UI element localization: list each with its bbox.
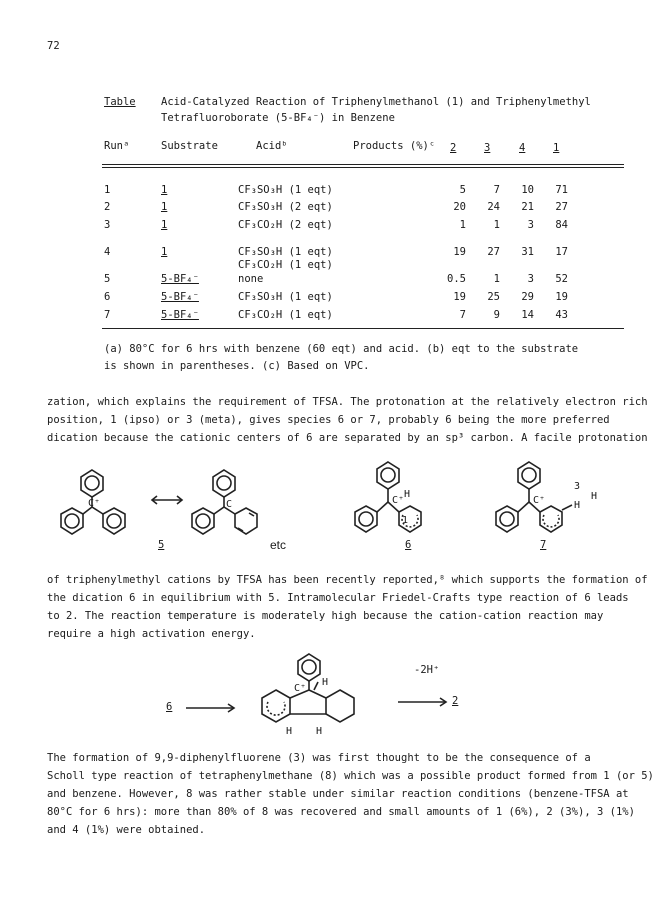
table-cell-acid: CF₃SO₃H (1 eqt) [238, 246, 333, 258]
table-cell-run: 5 [104, 273, 111, 285]
scheme2-h-top: H [322, 677, 329, 688]
header-acid: Acidᵇ [256, 140, 288, 152]
scheme1-h-6: H [404, 489, 411, 500]
table-cell-substrate: 1 [161, 219, 168, 231]
table-cell-p3: 24 [487, 201, 500, 213]
para2-line2: the dication 6 in equilibrium with 5. Intramolecular Friedel-Crafts type reaction of 6 leads [47, 592, 629, 604]
table-cell-acid2: CF₃CO₂H (1 eqt) [238, 259, 333, 271]
table-cell-p4: 3 [527, 273, 534, 285]
scheme1-c-plus-5: C⁺ [88, 498, 101, 509]
para1-line2: position, 1 (ipso) or 3 (meta), gives species 6 or 7, probably 6 being the more preferred [47, 414, 610, 426]
para2-line1: of triphenylmethyl cations by TFSA has been recently reported,⁸ which supports the formation of [47, 574, 648, 586]
header-product-4: 4 [519, 142, 526, 154]
table-cell-p4: 21 [521, 201, 534, 213]
table-cell-p2: 0.5 [447, 273, 466, 285]
scheme1-label-6: 6 [405, 539, 412, 551]
table-cell-p3: 7 [493, 184, 500, 196]
table-cell-p1: 43 [555, 309, 568, 321]
scheme1-c-resonance: C [226, 499, 233, 510]
scheme2-end: 2 [452, 695, 459, 707]
page-number: 72 [47, 40, 60, 52]
table-cell-p2: 1 [459, 219, 466, 231]
para3-line3: and benzene. However, 8 was rather stable under similar reaction conditions (benzene-TFSA at [47, 788, 629, 800]
table-cell-acid: none [238, 273, 264, 285]
dication-6 [355, 462, 421, 532]
para3-line4: 80°C for 6 hrs): more than 80% of 8 was recovered and small amounts of 1 (6%), 2 (3%), 3 (1%) [47, 806, 635, 818]
table-cell-p1: 27 [555, 201, 568, 213]
table-cell-substrate: 5-BF₄⁻ [161, 309, 199, 321]
para1-line1: zation, which explains the requirement of TFSA. The protonation at the relatively electron rich [47, 396, 648, 408]
table-cell-p4: 31 [521, 246, 534, 258]
table-cell-p1: 84 [555, 219, 568, 231]
table-cell-acid: CF₃CO₂H (2 eqt) [238, 219, 333, 231]
fluorenyl-intermediate [262, 654, 354, 722]
scheme1-h2-7: H [574, 500, 581, 511]
table-footnote-line1: (a) 80°C for 6 hrs with benzene (60 eqt) and acid. (b) eqt to the substrate [104, 343, 579, 355]
table-cell-p1: 71 [555, 184, 568, 196]
table-cell-run: 6 [104, 291, 111, 303]
table-cell-p2: 5 [459, 184, 466, 196]
table-cell-p2: 19 [453, 291, 466, 303]
table-cell-p4: 29 [521, 291, 534, 303]
scheme1-three-7: 3 [574, 481, 581, 492]
table-cell-p3: 9 [493, 309, 500, 321]
table-cell-p2: 20 [453, 201, 466, 213]
table-cell-p3: 1 [493, 219, 500, 231]
resonance-structure [192, 470, 257, 534]
header-products: Products (%)ᶜ [353, 140, 436, 152]
table-cell-substrate: 1 [161, 184, 168, 196]
scheme2-start: 6 [166, 701, 173, 713]
para2-line3: to 2. The reaction temperature is moderately high because the cation-cation reaction may [47, 610, 604, 622]
scheme1-one-6: 1 [402, 515, 409, 526]
table-cell-p3: 1 [493, 273, 500, 285]
scheme2-c-plus: C⁺ [294, 683, 307, 694]
table-cell-p3: 27 [487, 246, 500, 258]
header-run: Runᵃ [104, 140, 130, 152]
scheme1-c-6: C⁺ [392, 495, 405, 506]
table-cell-run: 7 [104, 309, 111, 321]
table-cell-p4: 3 [527, 219, 534, 231]
table-cell-acid: CF₃SO₃H (1 eqt) [238, 291, 333, 303]
table-cell-p4: 14 [521, 309, 534, 321]
header-product-1: 1 [553, 142, 560, 154]
table-cell-run: 4 [104, 246, 111, 258]
table-cell-acid: CF₃SO₃H (2 eqt) [238, 201, 333, 213]
scheme1-h-7: H [591, 491, 598, 502]
table-cell-p2: 19 [453, 246, 466, 258]
table-cell-p1: 17 [555, 246, 568, 258]
header-product-2: 2 [450, 142, 457, 154]
table-cell-run: 1 [104, 184, 111, 196]
table-cell-run: 3 [104, 219, 111, 231]
table-cell-acid: CF₃CO₂H (1 eqt) [238, 309, 333, 321]
para3-line5: and 4 (1%) were obtained. [47, 824, 206, 836]
table-footnote-line2: is shown in parentheses. (c) Based on VPC. [104, 360, 370, 372]
scheme1-label-7: 7 [540, 539, 547, 551]
table-cell-acid: CF₃SO₃H (1 eqt) [238, 184, 333, 196]
scheme1-etc: etc [270, 538, 287, 552]
scheme1-c-7: C⁺ [533, 495, 546, 506]
table-cell-p4: 10 [521, 184, 534, 196]
para2-line4: require a high activation energy. [47, 628, 256, 640]
table-cell-substrate: 5-BF₄⁻ [161, 273, 199, 285]
table-cell-substrate: 5-BF₄⁻ [161, 291, 199, 303]
table-cell-p2: 7 [459, 309, 466, 321]
table-cell-p3: 25 [487, 291, 500, 303]
table-cell-p1: 52 [555, 273, 568, 285]
scheme2-h-right: H [316, 726, 323, 737]
table-cell-run: 2 [104, 201, 111, 213]
header-substrate: Substrate [161, 140, 218, 152]
scheme2-minus-2h: -2H⁺ [414, 664, 440, 676]
table-cell-substrate: 1 [161, 246, 168, 258]
header-product-3: 3 [484, 142, 491, 154]
table-cell-substrate: 1 [161, 201, 168, 213]
scheme2-h-left: H [286, 726, 293, 737]
table-cell-p1: 19 [555, 291, 568, 303]
para3-line2: Scholl type reaction of tetraphenylmethane (8) which was a possible product formed from 1 (or 5) [47, 770, 654, 782]
table-title-line2: Tetrafluoroborate (5-BF₄⁻) in Benzene [161, 112, 395, 124]
para1-line3: dication because the cationic centers of 6 are separated by an sp³ carbon. A facile protonation [47, 432, 648, 444]
table-label: Table [104, 96, 136, 108]
para3-line1: The formation of 9,9-diphenylfluorene (3) was first thought to be the consequence of a [47, 752, 591, 764]
table-title-line1: Acid-Catalyzed Reaction of Triphenylmethanol (1) and Triphenylmethyl [161, 96, 591, 108]
scheme1-label-5: 5 [158, 539, 165, 551]
